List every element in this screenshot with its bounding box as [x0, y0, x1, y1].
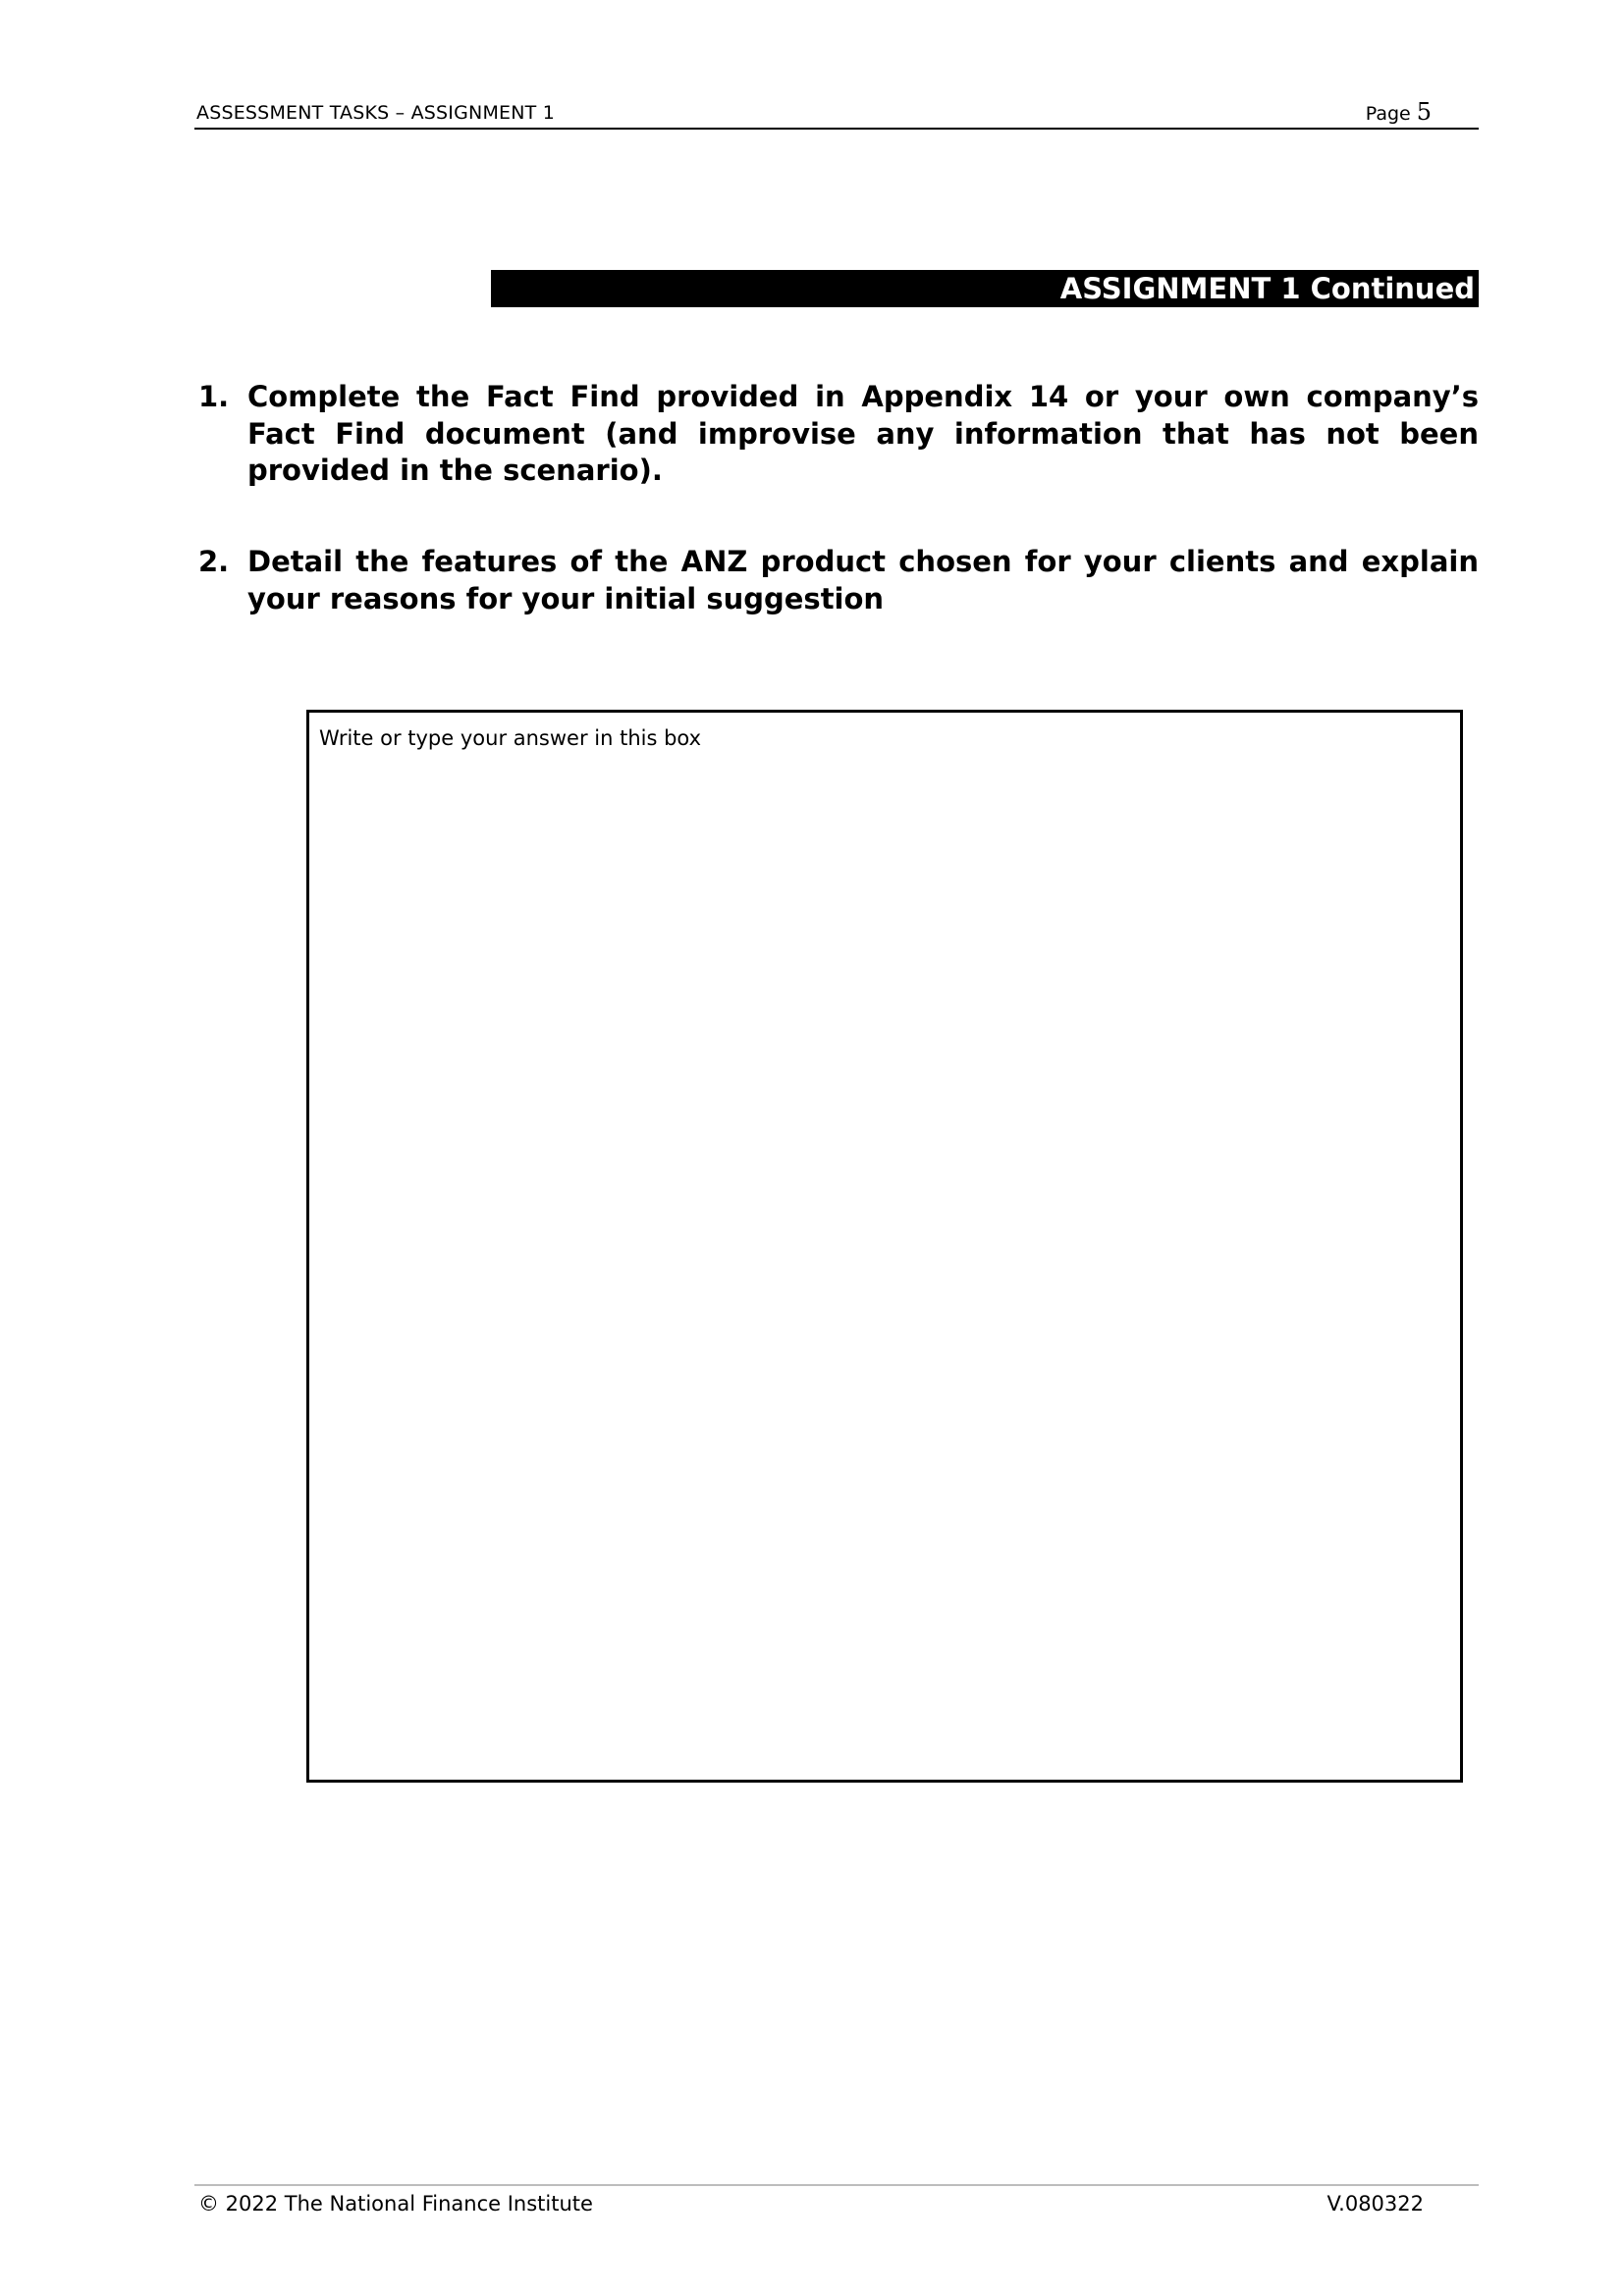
page-label: Page [1365, 103, 1411, 125]
footer-version: V.080322 [1326, 2192, 1424, 2216]
answer-box[interactable] [306, 710, 1463, 1783]
footer-copyright: © 2022 The National Finance Institute [198, 2192, 593, 2216]
question-text: Complete the Fact Find provided in Appendix 14 or your own company’s Fact Find document (and improvise any information that has not been provided in the scenario). [247, 380, 1479, 487]
section-banner: ASSIGNMENT 1 Continued [491, 270, 1479, 307]
question-number: 1. [198, 380, 230, 413]
header-title: ASSESSMENT TASKS – ASSIGNMENT 1 [196, 102, 555, 124]
page-header [194, 98, 1479, 130]
question-1 [198, 379, 1479, 490]
page-indicator [1366, 98, 1432, 126]
question-2 [198, 544, 1479, 617]
answer-prompt: Write or type your answer in this box [319, 726, 702, 750]
question-number: 2. [198, 545, 230, 578]
question-text: Detail the features of the ANZ product chosen for your clients and explain your reasons for your initial suggestion [247, 545, 1479, 615]
page-footer [194, 2184, 1479, 2225]
page-number: 5 [1416, 98, 1432, 126]
